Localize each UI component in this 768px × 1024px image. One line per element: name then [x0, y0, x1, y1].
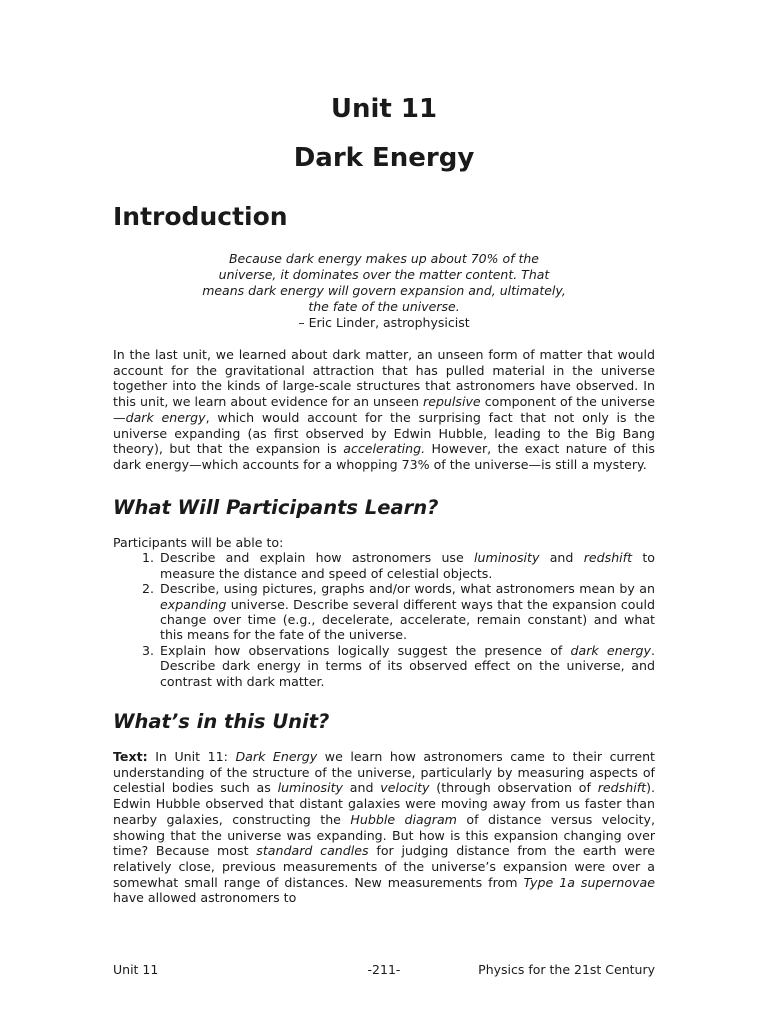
- intro-text: In the last unit, we learned about dark matter, an unseen form of matter that would account for the gravitational attraction that has pulled material in the universe together into the kinds of large-scale structures that astronomers have observed. In this unit, we learn about evidence for an unseen: [113, 347, 655, 410]
- footer-unit: Unit 11: [113, 962, 159, 977]
- unit-title: Dark Energy: [293, 143, 475, 173]
- item-text: and: [539, 550, 584, 566]
- term-expanding: expanding: [160, 596, 227, 612]
- term-dark-energy: dark energy: [125, 409, 206, 425]
- item-text: . Describe dark energy in terms of its observed effect on the universe, and contrast with dark matter.: [160, 642, 655, 689]
- intro-text: However, the exact nature of this dark energy—which accounts for a whopping 73% of the universe—is still a mystery.: [113, 441, 655, 472]
- list-item: [158, 581, 655, 643]
- learn-lead: Participants will be able to:: [113, 534, 284, 550]
- quote-text: Because dark energy makes up about 70% of the universe, it dominates over the matter content. That means dark energy will govern expansion and, ultimately, the fate of the universe.: [202, 251, 566, 314]
- para-text: (through observation of: [429, 780, 598, 796]
- term-type-1a-supernovae: Type 1a supernovae: [523, 874, 655, 890]
- quote-attribution: – Eric Linder, astrophysicist: [298, 315, 470, 330]
- item-text: Describe and explain how astronomers use: [160, 550, 475, 566]
- item-text: universe. Describe several different ways that the expansion could change over time (e.g., decelerate, accelerate, remain constant) and what this means for the fate of the universe.: [160, 596, 655, 643]
- term-dark-energy: dark energy: [570, 642, 651, 658]
- item-text: Explain how observations logically suggest the presence of: [160, 642, 571, 658]
- para-text: have allowed astronomers to: [113, 890, 297, 906]
- para-text: for judging distance from the earth were relatively close, previous measurements of the universe’s expansion were over a somewhat small range of distances. New measurements from: [113, 843, 655, 890]
- term-hubble-diagram: Hubble diagram: [350, 811, 457, 827]
- para-text: and: [342, 780, 381, 796]
- intro-text: , which would account for the surprising fact that not only is the universe expanding (as first observed by Edwin Hubble, leading to the Big Bang theory), but that the expansion is: [113, 409, 655, 457]
- epigraph-quote: [199, 251, 569, 331]
- footer-book-title: Physics for the 21st Century: [478, 962, 655, 977]
- page-number: -211-: [367, 962, 401, 977]
- para-text: In Unit 11:: [147, 748, 236, 764]
- term-dark-energy: Dark Energy: [235, 748, 318, 764]
- text-paragraph: [113, 749, 655, 906]
- term-redshift: redshift: [597, 780, 647, 796]
- intro-text: component of the universe—: [113, 394, 655, 425]
- page-footer: [113, 962, 655, 978]
- term-luminosity: luminosity: [474, 550, 540, 566]
- list-item: [158, 643, 655, 689]
- term-accelerating: accelerating.: [343, 441, 426, 457]
- text-label: Text:: [113, 748, 148, 764]
- item-text: Describe, using pictures, graphs and/or words, what astronomers mean by an: [160, 581, 655, 597]
- objectives-list: [113, 550, 655, 689]
- item-text: to measure the distance and speed of celestial objects.: [160, 550, 656, 581]
- term-repulsive: repulsive: [423, 394, 481, 410]
- para-text: of distance versus velocity, showing that the universe was expanding. But how is this expansion changing over time? Because most: [113, 811, 655, 859]
- term-redshift: redshift: [583, 550, 633, 566]
- unit-contents-heading: What’s in this Unit?: [113, 709, 330, 733]
- para-text: we learn how astronomers came to their current understanding of the structure of the universe, particularly by measuring aspects of celestial bodies such as: [113, 748, 655, 796]
- term-luminosity: luminosity: [277, 780, 343, 796]
- intro-paragraph: [113, 347, 655, 473]
- learn-heading: What Will Participants Learn?: [113, 495, 439, 519]
- term-velocity: velocity: [380, 780, 430, 796]
- term-standard-candles: standard candles: [256, 843, 369, 859]
- introduction-heading: Introduction: [113, 202, 288, 231]
- list-item: [158, 550, 655, 581]
- unit-number: Unit 11: [330, 94, 438, 124]
- para-text: ). Edwin Hubble observed that distant galaxies were moving away from us faster than nearby galaxies, constructing the: [113, 780, 655, 827]
- document-page: [113, 92, 655, 906]
